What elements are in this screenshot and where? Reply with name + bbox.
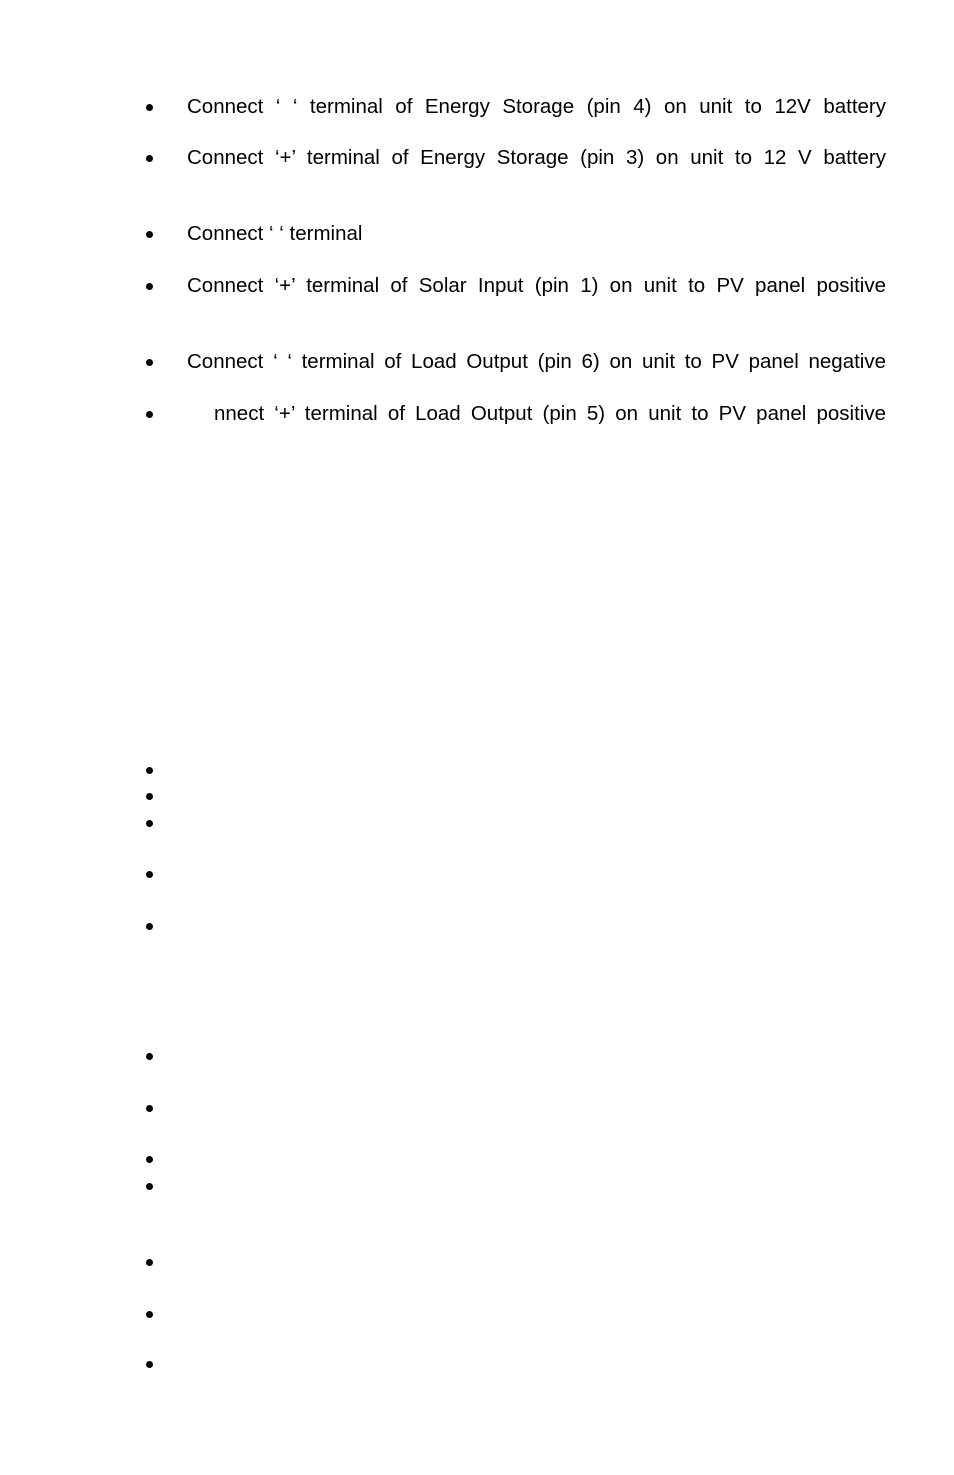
bullet-icon [143, 912, 155, 940]
list-item-text: Connect ‘+’ terminal of Energy Storage (pin 3) on unit to 12 V battery [187, 146, 886, 169]
empty-list-item [0, 860, 954, 888]
list-item-text: Connect ‘ ‘ terminal of Load Output (pin 6) on unit to PV panel negative [187, 350, 886, 373]
empty-list-item [0, 1248, 954, 1276]
list-item [0, 220, 954, 248]
empty-list-item [0, 1300, 954, 1328]
empty-list-item [0, 1094, 954, 1122]
bullet-icon [143, 1042, 155, 1070]
list-item-text: nnect ‘+’ terminal of Load Output (pin 5) on unit to PV panel positive [214, 402, 886, 425]
list-item-text: Connect ‘+’ terminal of Solar Input (pin 1) on unit to PV panel positive [187, 274, 886, 297]
bullet-icon [143, 348, 155, 376]
list-item [0, 348, 954, 376]
empty-list-item [0, 1145, 954, 1173]
bullet-icon [143, 860, 155, 888]
empty-list-item [0, 912, 954, 940]
bullet-icon [143, 782, 155, 810]
bullet-icon [143, 272, 155, 300]
list-item [0, 272, 954, 300]
bullet-icon [143, 400, 155, 428]
bullet-icon [143, 93, 155, 121]
bullet-icon [143, 1094, 155, 1122]
list-item [0, 400, 954, 428]
list-item-text: Connect ‘ ‘ terminal of Energy Storage (pin 4) on unit to 12V battery [187, 95, 886, 118]
bullet-icon [143, 1248, 155, 1276]
empty-list-item [0, 809, 954, 837]
empty-list-item [0, 756, 954, 784]
bullet-icon [143, 809, 155, 837]
empty-list-item [0, 782, 954, 810]
bullet-icon [143, 1350, 155, 1378]
bullet-icon [143, 1300, 155, 1328]
empty-list-item [0, 1042, 954, 1070]
bullet-icon [143, 220, 155, 248]
bullet-icon [143, 1145, 155, 1173]
bullet-icon [143, 756, 155, 784]
list-item-text: Connect ‘ ‘ terminal [187, 222, 363, 245]
list-item [0, 93, 954, 121]
empty-list-item [0, 1172, 954, 1200]
bullet-icon [143, 1172, 155, 1200]
bullet-icon [143, 144, 155, 172]
empty-list-item [0, 1350, 954, 1378]
list-item [0, 144, 954, 172]
